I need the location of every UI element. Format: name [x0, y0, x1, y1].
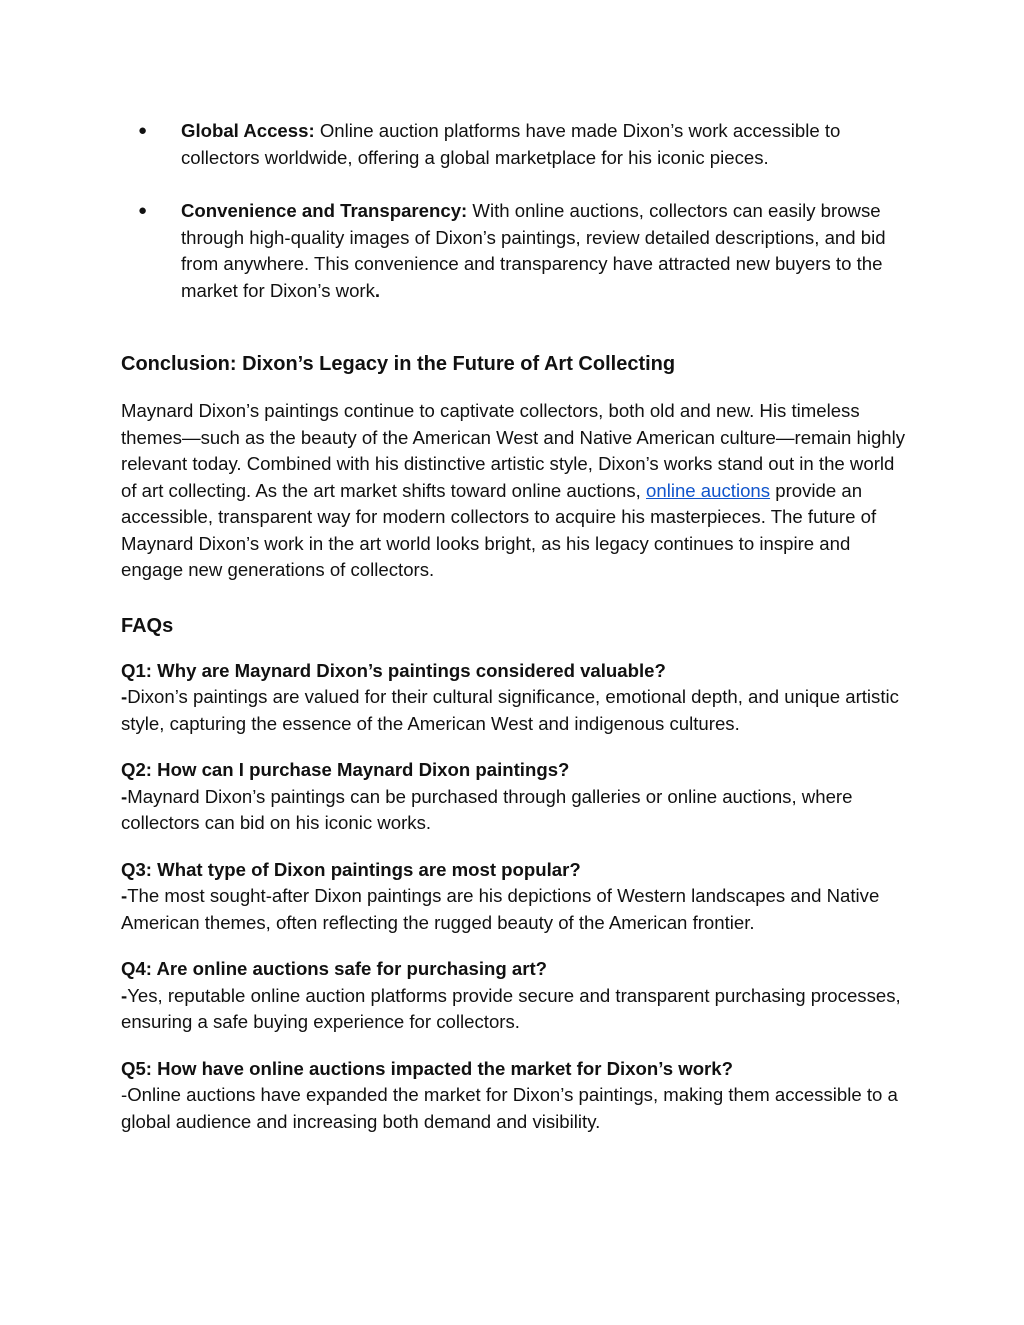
faq-item	[121, 658, 911, 738]
bullet-marker: ●	[138, 122, 148, 139]
faq-question: Q3: What type of Dixon paintings are most popular?	[121, 858, 581, 880]
bullet-list	[121, 118, 911, 304]
faq-question: Q2: How can I purchase Maynard Dixon paintings?	[121, 759, 570, 780]
bullet-title: Convenience and Transparency:	[181, 200, 468, 221]
faq-answer-dash: -	[121, 885, 128, 906]
faq-answer-text: Maynard Dixon’s paintings can be purchased through galleries or online auctions, where collectors can bid on his iconic works.	[121, 785, 853, 833]
faq-answer	[121, 784, 911, 837]
faq-question: Q5: How have online auctions impacted the market for Dixon’s work?	[121, 1057, 733, 1079]
bullet-text: With online auctions, collectors can easily browse through high-quality images of Dixon’s paintings, review detailed descriptions, and bid from anywhere. This convenience and transparency have attracted new buyers to the market for Dixon’s work	[181, 200, 886, 301]
faq-answer-text: Yes, reputable online auction platforms provide secure and transparent purchasing processes, ensuring a safe buying experience for collectors.	[121, 984, 901, 1032]
faq-answer	[121, 684, 911, 737]
faq-answer	[121, 1082, 911, 1135]
bullet-item-convenience	[121, 198, 911, 304]
faq-question: Q4: Are online auctions safe for purchasing art?	[121, 958, 548, 979]
bullet-text: Online auction platforms have made Dixon’s work accessible to collectors worldwide, offering a global marketplace for his iconic pieces.	[181, 120, 841, 168]
faq-answer-dash: -	[121, 686, 128, 707]
faq-answer-text: Dixon’s paintings are valued for their cultural significance, emotional depth, and unique artistic style, capturing the essence of the American West and indigenous cultures.	[121, 686, 899, 734]
faq-item	[121, 757, 911, 837]
faq-answer	[121, 883, 911, 936]
faq-item	[121, 956, 911, 1036]
faq-item	[121, 1056, 911, 1136]
online-auctions-link[interactable]: online auctions	[646, 479, 771, 501]
document-content	[121, 118, 911, 1135]
bullet-title: Global Access:	[181, 120, 315, 141]
bullet-item-global-access	[121, 118, 911, 171]
conclusion-text-before-link: Maynard Dixon’s paintings continue to captivate collectors, both old and new. His timeless themes—such as the beauty of the American West and Native American culture—remain highly relevant today. Combined with his distinctive artistic style, Dixon’s works stand out in the world of art collecting. As the art market shifts toward online auctions,	[121, 400, 906, 501]
faq-answer-text: The most sought-after Dixon paintings are his depictions of Western landscapes and Native American themes, often reflecting the rugged beauty of the American frontier.	[121, 885, 880, 933]
faq-question: Q1: Why are Maynard Dixon’s paintings considered valuable?	[121, 659, 666, 681]
conclusion-text-after-link: provide an accessible, transparent way for modern collectors to acquire his masterpieces. The future of Maynard Dixon’s work in the art world looks bright, as his legacy continues to inspire and engage new generations of collectors.	[121, 479, 877, 580]
faq-item	[121, 857, 911, 937]
bullet-end-punctuation: .	[374, 279, 381, 301]
faqs-heading: FAQs	[121, 614, 174, 637]
faq-answer	[121, 983, 911, 1036]
faq-answer-text: -Online auctions have expanded the market for Dixon’s paintings, making them accessible to a global audience and increasing both demand and visibility.	[121, 1084, 898, 1132]
bullet-marker: ●	[138, 202, 148, 219]
conclusion-paragraph	[121, 398, 911, 584]
faq-answer-dash: -	[121, 785, 128, 807]
faq-answer-dash: -	[121, 984, 128, 1006]
conclusion-heading: Conclusion: Dixon’s Legacy in the Future of Art Collecting	[121, 353, 676, 375]
